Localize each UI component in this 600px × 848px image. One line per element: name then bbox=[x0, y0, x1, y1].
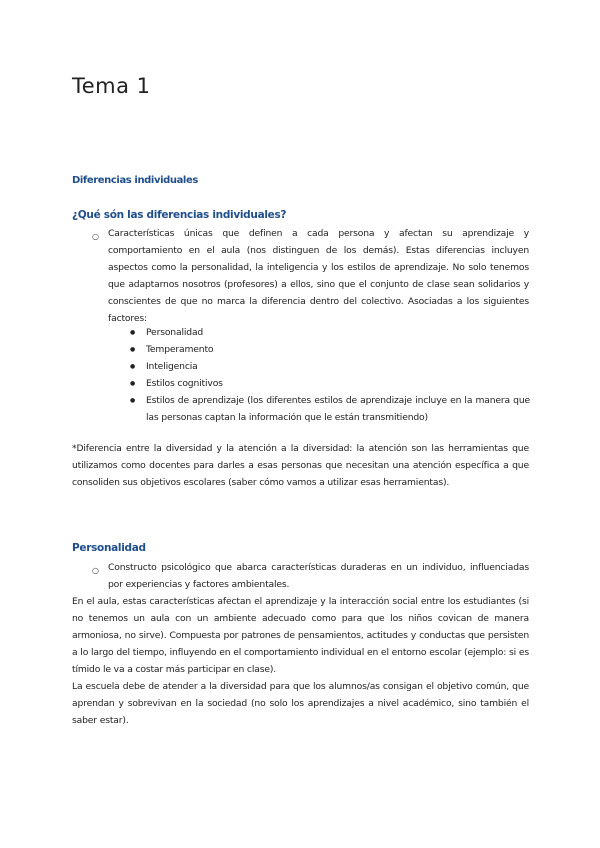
list-item: ● Estilos cognitivos bbox=[130, 375, 530, 392]
section-heading-diferencias: Diferencias individuales bbox=[72, 175, 198, 186]
classroom-paragraph: En el aula, estas características afectan el aprendizaje y la interacción social entre los estudiantes (si no tenemos un aula con un ambiente adecuado como para que los niños covican de manera armoniosa, no sirve). Compuesta por patrones de pensamientos, actitudes y conductas que persisten a lo largo del tiempo, influyendo en el comportamiento individual en el entorno escolar (ejemplo: si es tímido le va a costar más participar en clase). bbox=[72, 596, 529, 675]
personality-definition: Constructo psicológico que abarca características duraderas en un individuo, influenciadas por experiencias y factores ambientales. bbox=[108, 562, 529, 590]
list-item: ● Inteligencia bbox=[130, 358, 530, 375]
hollow-bullet: ○ bbox=[92, 232, 99, 241]
definition-block bbox=[108, 225, 529, 327]
school-paragraph: La escuela debe de atender a la diversidad para que los alumnos/as consigan el objetivo común, que aprendan y sobrevivan en la sociedad (no solo los aprendizajes a nivel académico, sino también el saber estar). bbox=[72, 681, 529, 726]
list-item: ● Personalidad bbox=[130, 324, 530, 341]
personality-definition-block bbox=[108, 559, 529, 593]
list-item: ● Estilos de aprendizaje (los diferentes estilos de aprendizaje incluye en la manera que las personas captan la información que le están transmitiendo) bbox=[130, 392, 530, 426]
definition-paragraph: Características únicas que definen a cada persona y afectan su aprendizaje y comportamiento en el aula (nos distinguen de los demás). Estas diferencias incluyen aspectos como la personalidad, la inteligencia y los estilos de aprendizaje. No solo tenemos que adaptarnos nosotros (profesores) a ellos, sino que el conjunto de clase sean solidarios y conscientes de que no marca la diferencia dentro del colectivo. Asociadas a los siguientes factores: bbox=[108, 228, 529, 324]
subheading-que-son: ¿Qué són las diferencias individuales? bbox=[72, 209, 287, 221]
personality-body bbox=[72, 593, 529, 729]
diversity-note: *Diferencia entre la diversidad y la atención a la diversidad: la atención son las herramientas que utilizamos como docentes para darles a esas personas que necesitan una atención específica a que consoliden sus objetivos escolares (saber cómo vamos a utilizar esas herramientas). bbox=[72, 443, 529, 488]
section-heading-personalidad: Personalidad bbox=[72, 542, 146, 554]
note-block bbox=[72, 440, 529, 491]
factors-list bbox=[130, 324, 530, 426]
document-title: Tema 1 bbox=[72, 74, 151, 98]
hollow-bullet: ○ bbox=[92, 566, 99, 575]
list-item: ● Temperamento bbox=[130, 341, 530, 358]
